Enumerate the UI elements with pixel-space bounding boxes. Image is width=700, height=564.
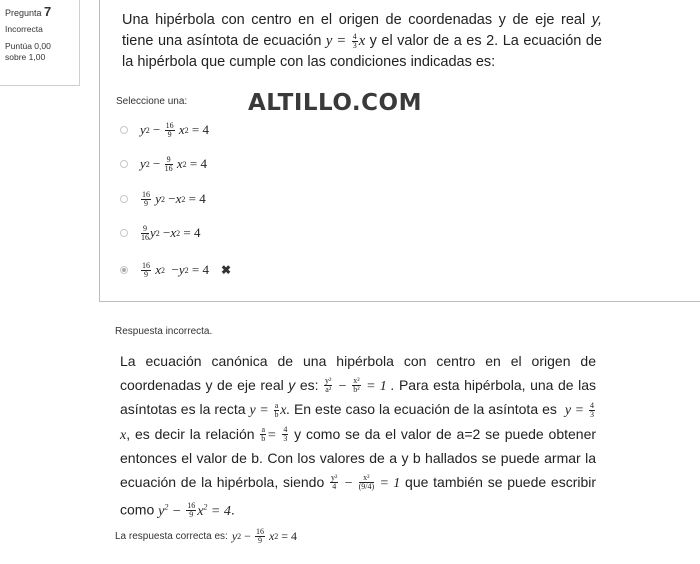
minus: − xyxy=(153,122,161,137)
feedback-t6: que también se puede escribir como xyxy=(120,473,597,518)
option-4-equation: $\frac{9}{16}$ y 2 − x 2 = 4 xyxy=(141,223,201,242)
minus: − xyxy=(163,225,171,240)
feedback-t3: En este caso la ecuación de la asíntota es xyxy=(293,401,557,417)
fraction xyxy=(274,402,280,419)
fraction xyxy=(282,426,288,443)
option-5[interactable] xyxy=(120,260,231,280)
correct-answer-label: La respuesta correcta es: xyxy=(115,531,228,542)
fraction xyxy=(141,225,149,242)
question-part3: y el valor de a es 2. La ecuación de la hipérbola que cumple con las condiciones indicadas es: xyxy=(122,33,602,70)
option-1[interactable] xyxy=(120,120,209,140)
question-part2: tiene una asíntota de ecuación xyxy=(122,33,322,49)
fraction-denominator: b xyxy=(274,409,279,419)
fraction-numerator: a xyxy=(274,400,279,410)
asymptote-x: x xyxy=(358,33,366,49)
minus: − xyxy=(171,262,179,277)
minus: − xyxy=(168,191,176,206)
option-4-radio[interactable] xyxy=(120,229,128,237)
term: y xyxy=(150,225,156,240)
option-3-radio[interactable] xyxy=(120,195,128,203)
fraction-numerator: 4 xyxy=(283,425,288,435)
fraction-denominator: b xyxy=(261,434,266,444)
watermark: ALTILLO.COM xyxy=(248,90,422,116)
fraction-denominator: 3 xyxy=(590,409,595,419)
feedback-var-y: y xyxy=(288,376,296,393)
equals: = 4 xyxy=(191,262,209,277)
fraction-numerator: y² xyxy=(330,473,338,483)
question-status: Incorrecta xyxy=(5,24,43,35)
fraction-numerator: 16 xyxy=(187,501,196,511)
option-5-equation: $\frac{16}{9}$ x 2 − y 2 = 4 xyxy=(142,260,209,279)
asymptote-fraction xyxy=(352,33,358,50)
feedback-t2: Para esta hipérbola, una de las asíntotas es la recta xyxy=(120,376,597,417)
term: x xyxy=(155,262,162,277)
fraction-numerator: x² xyxy=(353,376,360,386)
fraction-numerator: 4 xyxy=(352,31,357,41)
asymptote-lhs: y = xyxy=(325,33,347,49)
option-1-radio[interactable] xyxy=(120,126,128,134)
fraction-denominator: 16 xyxy=(141,232,149,242)
incorrect-icon: ✖ xyxy=(221,263,232,277)
term: x xyxy=(178,122,185,137)
fraction-numerator: 16 xyxy=(142,189,150,199)
term: x xyxy=(175,191,182,206)
fraction-numerator: 16 xyxy=(142,260,150,270)
fraction xyxy=(352,377,360,394)
fraction-numerator: y² xyxy=(325,376,332,386)
question-number xyxy=(5,4,79,20)
option-2[interactable] xyxy=(120,154,207,174)
question-mark xyxy=(5,41,79,62)
fraction-denominator: 9 xyxy=(144,198,148,208)
final-dot: . xyxy=(230,501,235,518)
fraction xyxy=(324,377,332,394)
term: y xyxy=(155,191,162,206)
equals: = 4 xyxy=(188,191,206,206)
fraction xyxy=(589,402,595,419)
term: x xyxy=(170,225,177,240)
asym-lhs: y = xyxy=(564,403,585,418)
minus: − xyxy=(153,156,161,171)
eq1-tail: = 1 . xyxy=(366,378,395,394)
question-part1: Una hipérbola con centro en el origen de coordenadas y de eje real xyxy=(122,12,586,28)
question-card xyxy=(99,0,700,302)
equals: = 4 xyxy=(189,156,207,171)
fraction xyxy=(186,502,196,519)
fraction-denominator: a² xyxy=(325,385,332,395)
fraction-denominator: 4 xyxy=(332,482,337,492)
fraction-denominator: 16 xyxy=(164,163,173,173)
fraction xyxy=(141,191,151,208)
term: y xyxy=(178,262,185,277)
question-info xyxy=(0,0,80,86)
fraction xyxy=(359,474,375,491)
option-2-radio[interactable] xyxy=(120,160,128,168)
fraction-denominator: 9 xyxy=(144,269,148,279)
question-var-y: y, xyxy=(591,12,602,28)
fraction xyxy=(165,156,173,173)
correct-answer xyxy=(115,528,297,545)
fraction xyxy=(141,262,151,279)
option-3-equation: $\frac{16}{9}$ y 2 − x 2 = 4 xyxy=(142,189,206,208)
option-3[interactable] xyxy=(120,189,206,209)
term: y xyxy=(140,122,146,137)
feedback-t5: y como se da el valor de a=2 se puede obtener entonces el valor de b. Con los valores de a y b hallados se puede armar la ecuación de la hipérbola, siendo xyxy=(120,425,597,490)
equals: = 4 xyxy=(183,225,201,240)
fraction-numerator: a xyxy=(261,425,265,435)
option-2-equation: y 2 − $\frac{9}{16}$ x 2 = 4 xyxy=(140,154,207,173)
term: x xyxy=(176,156,183,171)
fraction-denominator: (9/4) xyxy=(358,482,375,492)
question-label: Pregunta xyxy=(5,8,42,18)
fraction-numerator: 9 xyxy=(166,154,171,164)
feedback-t4: , es decir la relación xyxy=(126,425,255,442)
correct-answer-equation: y 2 − $\frac{16}{9}$ x 2 = 4 xyxy=(231,527,298,545)
fraction-numerator: x² xyxy=(359,474,375,483)
question-number-value: 7 xyxy=(44,4,52,19)
fraction-denominator: 9 xyxy=(167,129,172,139)
fraction-numerator: 16 xyxy=(255,527,264,536)
fraction xyxy=(260,426,266,443)
mark-line1: Puntúa 0,00 xyxy=(5,40,51,51)
fraction-numerator: 16 xyxy=(165,120,174,130)
option-5-radio-selected[interactable] xyxy=(120,266,128,274)
fraction-denominator: 3 xyxy=(283,434,288,444)
option-1-equation: y 2 − $\frac{16}{9}$ x 2 = 4 xyxy=(140,120,209,139)
feedback-t1b: es: xyxy=(299,376,319,393)
fraction xyxy=(255,528,265,545)
option-4[interactable] xyxy=(120,223,201,243)
fraction xyxy=(165,122,175,139)
fraction-denominator: 9 xyxy=(257,536,262,545)
feedback-text: La ecuación canónica de una hipérbola con centro en el origen de coordenadas y de eje real y es: $\frac{\text{y²}}{\text{a²}}$ − $\frac{\text{x²}}{\text{b²}}$ = 1 . Para esta hipérbola, una de las asíntotas es la recta y = $\frac{a}{b}$ x. En este caso la ecuación de la asíntota es y = $\frac{4}{3}$ x, es decir la relación $\frac{a}{b}$ = $\frac{4}{3}$ y como se da el valor de a=2 se puede obtener entonces el valor de b. Con los valores de a y b hallados se puede armar la ecuación de la hipérbola, siendo $\frac{\text{y²}}{4}$ − $\frac{\text{x²}}{(9/4)}$ = 1 que también se puede escribir como $y^2$ − $\frac{16}{9}$ $x^2 = 4$. xyxy=(120,353,597,520)
equals: = 4 xyxy=(191,122,209,137)
fraction-numerator: 9 xyxy=(143,223,147,233)
select-label: Seleccione una: xyxy=(116,96,188,107)
fraction-denominator: 9 xyxy=(189,510,194,520)
feedback-t1: La ecuación canónica de una hipérbola con centro en el origen de coordenadas y de eje real xyxy=(120,353,596,393)
term: y xyxy=(140,156,146,171)
fraction-denominator: 3 xyxy=(352,40,357,50)
fraction-denominator: b² xyxy=(353,385,360,395)
rect-lhs: y = xyxy=(249,403,269,418)
fraction xyxy=(330,474,338,491)
fraction-numerator: 4 xyxy=(590,400,595,410)
feedback-heading: Respuesta incorrecta. xyxy=(115,326,213,337)
question-text xyxy=(122,10,602,73)
mark-line2: sobre 1,00 xyxy=(5,51,46,62)
